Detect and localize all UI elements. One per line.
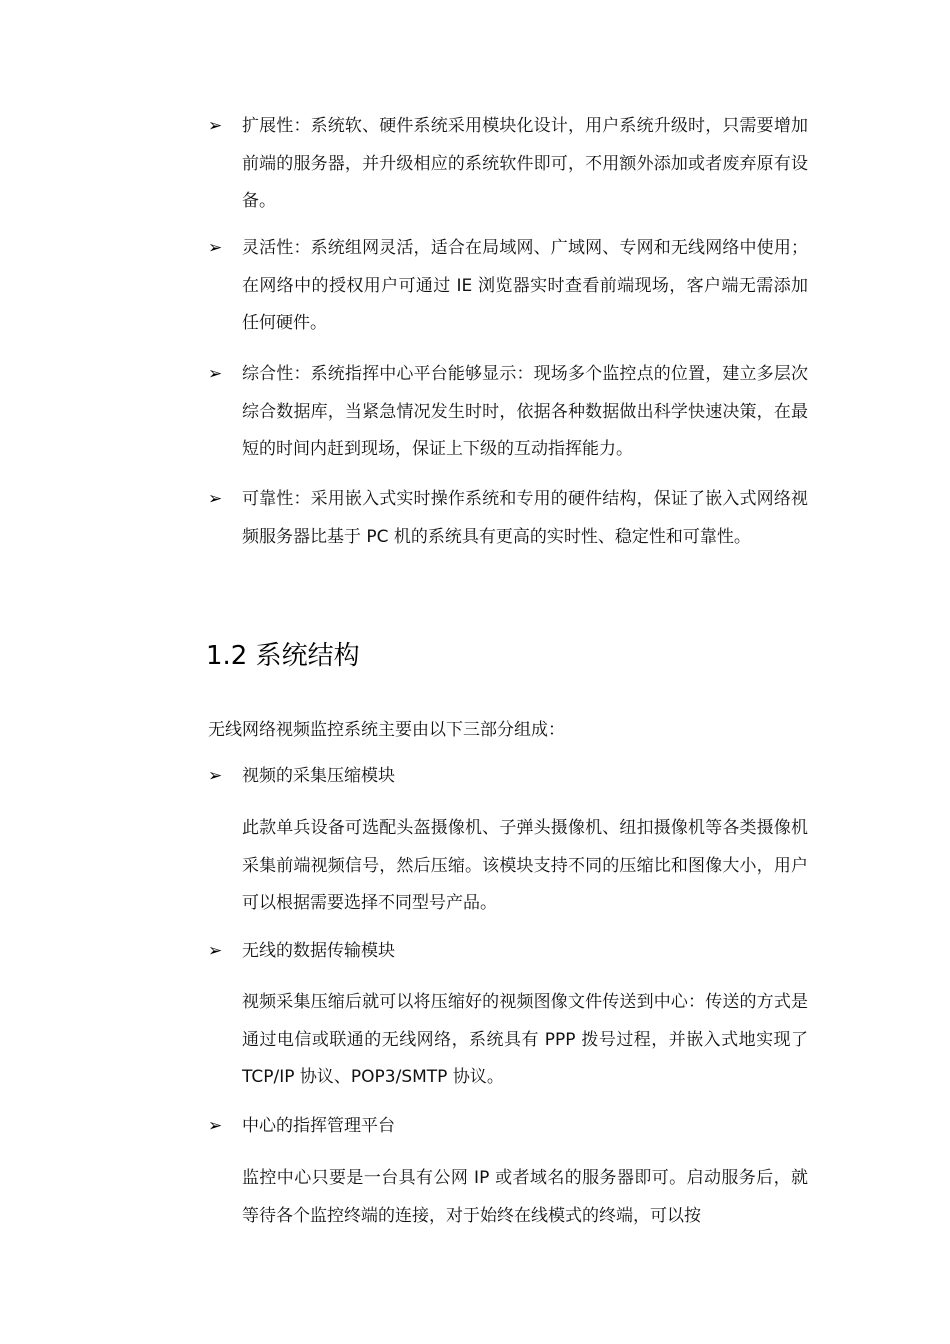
bullet-arrow-icon: ➢: [208, 238, 223, 258]
bullet-arrow-icon: ➢: [208, 1116, 223, 1136]
feature-text: 综合性：系统指挥中心平台能够显示：现场多个监控点的位置，建立多层次综合数据库，当紧急情况发生时时，依据各种数据做出科学快速决策，在最短的时间内赶到现场，保证上下级的互动指挥能力。: [242, 364, 808, 459]
module-title: 视频的采集压缩模块: [242, 766, 395, 786]
module-description: 监控中心只要是一台具有公网 IP 或者域名的服务器即可。启动服务后，就等待各个监控终端的连接，对于始终在线模式的终端，可以按: [242, 1168, 808, 1226]
feature-text: 灵活性：系统组网灵活，适合在局域网、广域网、专网和无线网络中使用；在网络中的授权用户可通过 IE 浏览器实时查看前端现场，客户端无需添加任何硬件。: [242, 238, 808, 333]
bullet-arrow-icon: ➢: [208, 116, 223, 136]
feature-text: 扩展性：系统软、硬件系统采用模块化设计，用户系统升级时，只需要增加前端的服务器，并升级相应的系统软件即可，不用额外添加或者废弃原有设备。: [242, 116, 808, 211]
bullet-arrow-icon: ➢: [208, 489, 223, 509]
module-title: 无线的数据传输模块: [242, 941, 395, 961]
bullet-arrow-icon: ➢: [208, 941, 223, 961]
module-description: 视频采集压缩后就可以将压缩好的视频图像文件传送到中心：传送的方式是通过电信或联通的无线网络，系统具有 PPP 拨号过程，并嵌入式地实现了 TCP/IP 协议、POP3/SMTP 协议。: [242, 992, 808, 1087]
section-intro: 无线网络视频监控系统主要由以下三部分组成：: [208, 720, 565, 740]
module-description: 此款单兵设备可选配头盔摄像机、子弹头摄像机、纽扣摄像机等各类摄像机采集前端视频信号，然后压缩。该模块支持不同的压缩比和图像大小，用户可以根据需要选择不同型号产品。: [242, 818, 808, 913]
bullet-arrow-icon: ➢: [208, 766, 223, 786]
feature-text: 可靠性：采用嵌入式实时操作系统和专用的硬件结构，保证了嵌入式网络视频服务器比基于 PC 机的系统具有更高的实时性、稳定性和可靠性。: [242, 489, 808, 547]
bullet-arrow-icon: ➢: [208, 364, 223, 384]
module-title: 中心的指挥管理平台: [242, 1116, 395, 1136]
section-heading: 1.2 系统结构: [206, 641, 360, 671]
